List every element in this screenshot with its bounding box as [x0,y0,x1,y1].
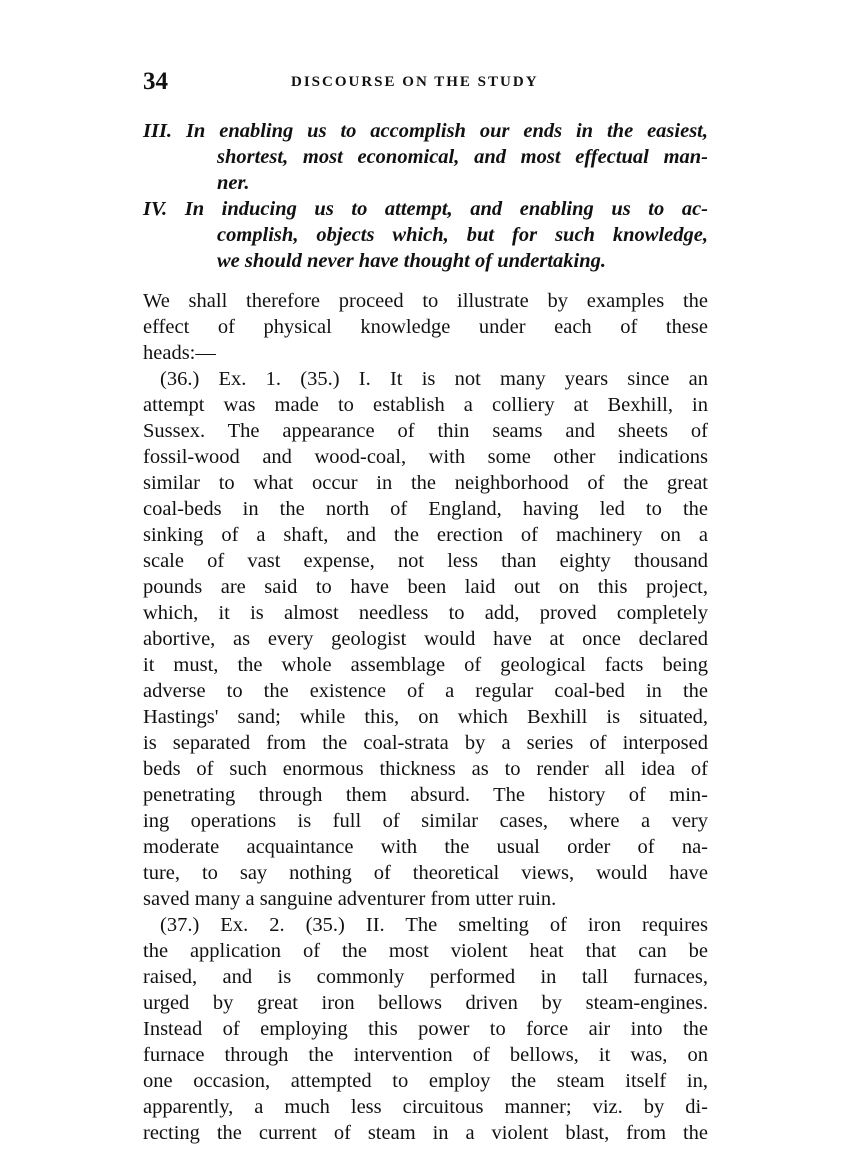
text-line: which, it is almost needless to add, proved completely [143,602,708,624]
text-line: Instead of employing this power to force air into the [143,1018,708,1040]
text-line: coal-beds in the north of England, having led to the [143,498,708,520]
text-line: raised, and is commonly performed in tall furnaces, [143,966,708,988]
text-line: shortest, most economical, and most effectual man- [217,146,708,168]
text-line: abortive, as every geologist would have at once declared [143,628,708,650]
text-line: urged by great iron bellows driven by steam-engines. [143,992,708,1014]
text-line: moderate acquaintance with the usual order of na- [143,836,708,858]
text-line: one occasion, attempted to employ the steam itself in, [143,1070,708,1092]
text-line: beds of such enormous thickness as to render all idea of [143,758,708,780]
text-line: adverse to the existence of a regular coal-bed in the [143,680,708,702]
text-line: is separated from the coal-strata by a series of interposed [143,732,708,754]
text-line: similar to what occur in the neighborhood of the great [143,472,708,494]
text-line: scale of vast expense, not less than eighty thousand [143,550,708,572]
text-line: penetrating through them absurd. The history of min- [143,784,708,806]
text-line: IV. In inducing us to attempt, and enabling us to ac- [143,198,708,220]
text-line: (37.) Ex. 2. (35.) II. The smelting of iron requires [160,914,708,936]
text-line: heads:— [143,342,216,364]
text-line: furnace through the intervention of bellows, it was, on [143,1044,708,1066]
text-line: ner. [217,172,250,194]
text-line: complish, objects which, but for such knowledge, [217,224,708,246]
text-line: Hastings' sand; while this, on which Bexhill is situated, [143,706,708,728]
running-head: DISCOURSE ON THE STUDY [291,74,539,90]
text-line: attempt was made to establish a colliery at Bexhill, in [143,394,708,416]
text-line: recting the current of steam in a violent blast, from the [143,1122,708,1144]
text-line: (36.) Ex. 1. (35.) I. It is not many years since an [160,368,708,390]
text-line: saved many a sanguine adventurer from utter ruin. [143,888,557,910]
page-header [143,68,708,98]
text-line: pounds are said to have been laid out on this project, [143,576,708,598]
text-line: sinking of a shaft, and the erection of machinery on a [143,524,708,546]
text-line: we should never have thought of undertaking. [217,250,606,272]
text-line: the application of the most violent heat that can be [143,940,708,962]
text-line: We shall therefore proceed to illustrate by examples the [143,290,708,312]
text-line: effect of physical knowledge under each of these [143,316,708,338]
text-line: III. In enabling us to accomplish our ends in the easiest, [143,120,708,142]
page-number: 34 [143,68,168,95]
text-line: it must, the whole assemblage of geological facts being [143,654,708,676]
text-line: ing operations is full of similar cases, where a very [143,810,708,832]
text-line: apparently, a much less circuitous manner; viz. by di- [143,1096,708,1118]
text-line: ture, to say nothing of theoretical views, would have [143,862,708,884]
text-line: Sussex. The appearance of thin seams and sheets of [143,420,708,442]
text-line: fossil-wood and wood-coal, with some other indications [143,446,708,468]
